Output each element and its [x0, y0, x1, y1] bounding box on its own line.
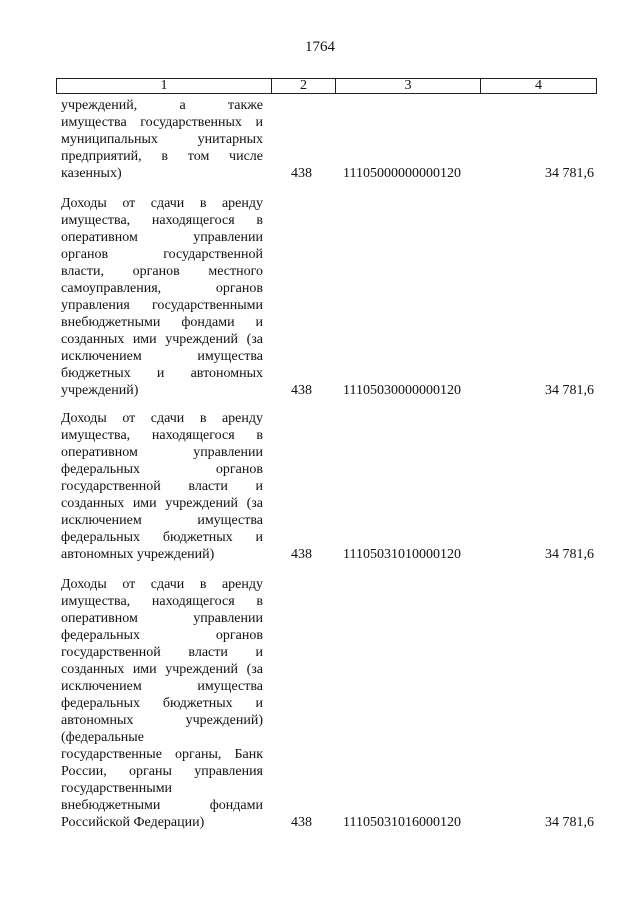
description-line: оперативном управлении: [61, 611, 263, 626]
row-section-code: 438: [291, 166, 312, 181]
description-line: федеральных бюджетных и: [61, 696, 263, 711]
description-line: муниципальных унитарных: [61, 132, 263, 147]
description-line: исключением имущества: [61, 349, 263, 364]
description-line: учреждений, а также: [61, 98, 263, 113]
description-line: внебюджетными фондами: [61, 798, 263, 813]
description-line: Доходы от сдачи в аренду: [61, 411, 263, 426]
description-line: казенных): [61, 166, 122, 181]
description-line: самоуправления, органов: [61, 281, 263, 296]
description-line: оперативном управлении: [61, 445, 263, 460]
header-col-4: 4: [535, 78, 542, 93]
row-description: [61, 576, 263, 831]
row-section-code: 438: [291, 383, 312, 398]
description-line: государственными: [61, 781, 173, 796]
description-line: органов государственной: [61, 247, 263, 262]
row-classification-code: 11105031016000120: [343, 815, 461, 830]
row-amount: 34 781,6: [545, 547, 594, 562]
description-line: имущества, находящегося в: [61, 213, 263, 228]
description-line: оперативном управлении: [61, 230, 263, 245]
row-description: [61, 195, 263, 399]
header-col-1: 1: [57, 79, 272, 93]
description-line: России, органы управления: [61, 764, 263, 779]
description-line: государственной власти и: [61, 479, 263, 494]
description-line: имущества государственных и: [61, 115, 263, 130]
row-section-code: 438: [291, 815, 312, 830]
description-line: государственные органы, Банк: [61, 747, 263, 762]
description-line: Российской Федерации): [61, 815, 205, 830]
description-line: исключением имущества: [61, 513, 263, 528]
row-classification-code: 11105031010000120: [343, 547, 461, 562]
page-number: 1764: [305, 39, 335, 55]
table-header: [56, 78, 597, 94]
header-col-2: 2: [272, 79, 336, 93]
description-line: предприятий, в том числе: [61, 149, 263, 164]
description-line: имущества, находящегося в: [61, 594, 263, 609]
description-line: созданных ими учреждений (за: [61, 662, 263, 677]
row-description: [61, 97, 263, 182]
row-amount: 34 781,6: [545, 166, 594, 181]
description-line: бюджетных и автономных: [61, 366, 263, 381]
header-col-3: 3: [336, 79, 481, 93]
description-line: внебюджетными фондами и: [61, 315, 263, 330]
description-line: Доходы от сдачи в аренду: [61, 196, 263, 211]
description-line: федеральных органов: [61, 462, 263, 477]
description-line: исключением имущества: [61, 679, 263, 694]
description-line: федеральных бюджетных и: [61, 530, 263, 545]
description-line: учреждений): [61, 383, 139, 398]
description-line: автономных учреждений): [61, 713, 263, 728]
description-line: имущества, находящегося в: [61, 428, 263, 443]
description-line: Доходы от сдачи в аренду: [61, 577, 263, 592]
row-amount: 34 781,6: [545, 815, 594, 830]
description-line: государственной власти и: [61, 645, 263, 660]
row-classification-code: 11105030000000120: [343, 383, 461, 398]
description-line: созданных ими учреждений (за: [61, 332, 263, 347]
description-line: (федеральные: [61, 730, 144, 745]
row-section-code: 438: [291, 547, 312, 562]
description-line: автономных учреждений): [61, 547, 215, 562]
description-line: созданных ими учреждений (за: [61, 496, 263, 511]
row-amount: 34 781,6: [545, 383, 594, 398]
row-classification-code: 11105000000000120: [343, 166, 461, 181]
description-line: управления государственными: [61, 298, 263, 313]
description-line: власти, органов местного: [61, 264, 263, 279]
row-description: [61, 410, 263, 563]
description-line: федеральных органов: [61, 628, 263, 643]
